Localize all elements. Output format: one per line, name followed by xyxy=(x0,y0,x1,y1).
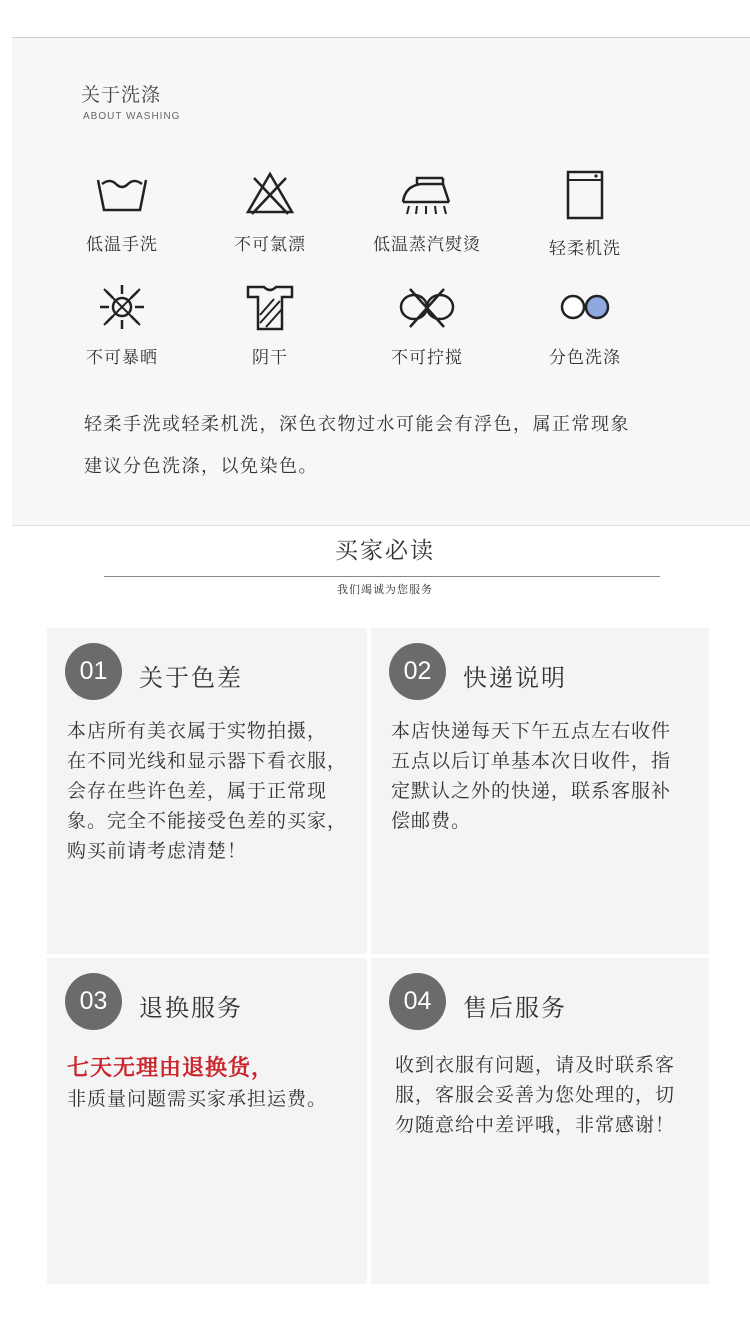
no-sun-icon xyxy=(92,283,152,331)
card-line: 购买前请考虑清楚！ xyxy=(67,840,248,862)
washing-note xyxy=(84,404,724,488)
card-line: 五点以后订单基本次日收件，指 xyxy=(391,750,672,772)
washing-subtitle: ABOUT WASHING xyxy=(83,111,181,122)
separate-colors-icon xyxy=(555,283,615,331)
washing-note-line: 轻柔手洗或轻柔机洗，深色衣物过水可能会有浮色，属正常现象 xyxy=(84,414,630,435)
card-body xyxy=(391,716,691,836)
card-line: 服，客服会妥善为您处理的，切 xyxy=(395,1084,676,1106)
care-label: 不可暴晒 xyxy=(86,348,158,368)
washing-note-line: 建议分色洗涤，以免染色。 xyxy=(84,456,318,477)
card-line: 会存在些许色差，属于正常现 xyxy=(67,780,328,802)
card-color-difference xyxy=(47,628,367,954)
care-item-no-sun xyxy=(47,283,197,368)
steam-iron-icon xyxy=(397,170,457,218)
card-line: 勿随意给中差评哦，非常感谢！ xyxy=(395,1114,676,1136)
divider xyxy=(104,576,660,577)
no-bleach-icon xyxy=(240,170,300,218)
washing-title: 关于洗涤 xyxy=(81,84,162,106)
card-body xyxy=(67,716,367,866)
card-body xyxy=(395,1050,695,1140)
card-title: 关于色差 xyxy=(139,664,243,692)
card-line: 定默认之外的快递，联系客服补 xyxy=(391,780,672,802)
care-item-shade-dry xyxy=(195,283,345,368)
card-highlight: 七天无理由退换货， xyxy=(67,1056,275,1081)
care-label: 不可氯漂 xyxy=(234,235,306,255)
care-item-machine-wash xyxy=(510,170,660,259)
card-title: 快递说明 xyxy=(463,664,567,692)
washing-section xyxy=(12,37,750,526)
buyer-subtitle: 我们竭诚为您服务 xyxy=(337,583,433,596)
card-line: 非质量问题需买家承担运费。 xyxy=(67,1088,328,1110)
divider xyxy=(12,525,750,526)
care-label: 分色洗涤 xyxy=(549,348,621,368)
card-line: 本店所有美衣属于实物拍摄， xyxy=(67,720,328,742)
card-line: 偿邮费。 xyxy=(391,810,472,832)
buyer-title: 买家必读 xyxy=(335,538,435,564)
card-line: 本店快递每天下午五点左右收件 xyxy=(391,720,672,742)
card-body xyxy=(67,1054,367,1114)
care-label: 轻柔机洗 xyxy=(549,239,621,259)
card-shipping xyxy=(371,628,709,954)
care-item-no-bleach xyxy=(195,170,345,255)
washing-machine-icon xyxy=(555,170,615,222)
card-line: 在不同光线和显示器下看衣服， xyxy=(67,750,348,772)
card-after-sales xyxy=(371,958,709,1284)
care-label: 阴干 xyxy=(252,348,288,368)
care-item-hand-wash xyxy=(47,170,197,255)
care-item-steam-iron xyxy=(352,170,502,255)
card-number: 02 xyxy=(389,643,446,700)
card-title: 退换服务 xyxy=(139,994,243,1022)
hand-wash-icon xyxy=(92,170,152,218)
card-number: 04 xyxy=(389,973,446,1030)
card-line: 收到衣服有问题，请及时联系客 xyxy=(395,1054,676,1076)
card-title: 售后服务 xyxy=(463,994,567,1022)
shade-dry-icon xyxy=(240,283,300,331)
care-item-separate-colors xyxy=(510,283,660,368)
card-returns xyxy=(47,958,367,1284)
care-label: 低温手洗 xyxy=(86,235,158,255)
card-number: 03 xyxy=(65,973,122,1030)
care-item-no-wring xyxy=(352,283,502,368)
no-wring-icon xyxy=(394,283,460,331)
card-number: 01 xyxy=(65,643,122,700)
care-label: 低温蒸汽熨烫 xyxy=(373,235,481,255)
card-line: 象。完全不能接受色差的买家， xyxy=(67,810,348,832)
care-label: 不可拧搅 xyxy=(391,348,463,368)
